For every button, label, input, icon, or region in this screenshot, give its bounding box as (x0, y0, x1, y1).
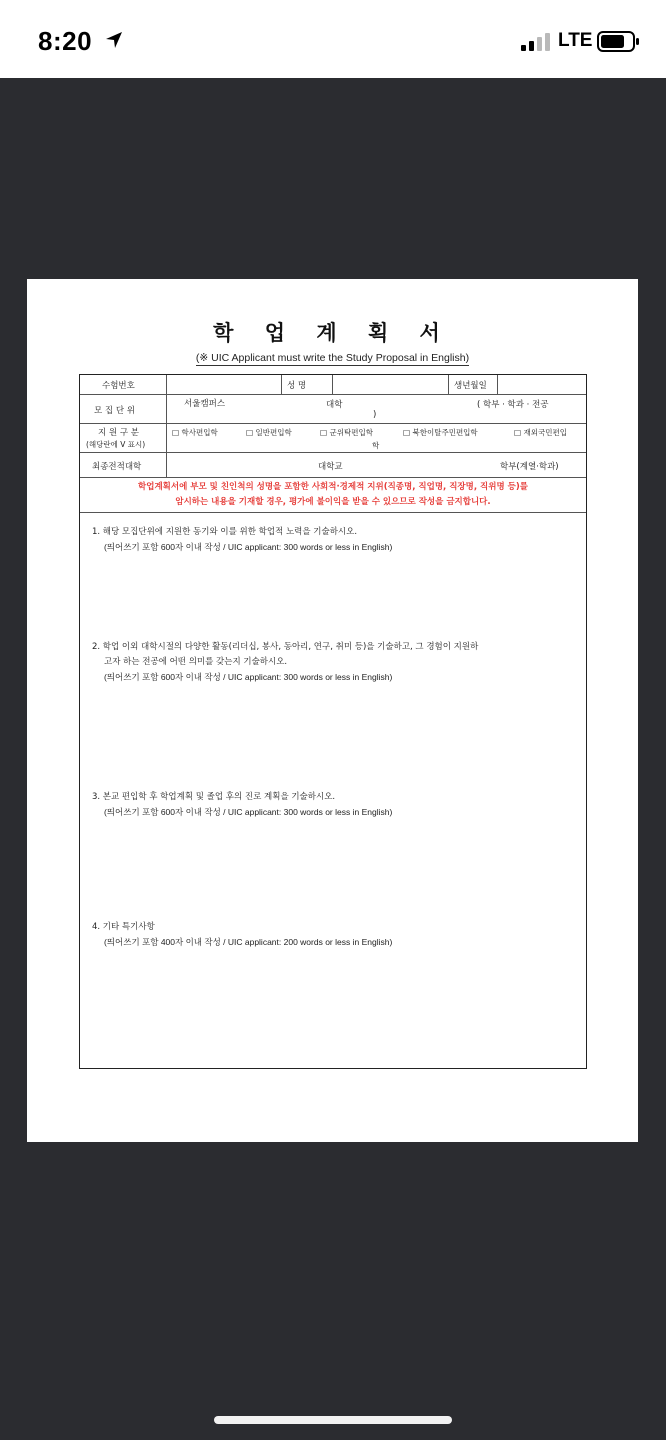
option-overseas-transfer[interactable]: □ 재외국민편입 (514, 428, 567, 437)
document-title: 학 업 계 획 서 (213, 321, 452, 345)
study-plan-form (79, 374, 587, 1069)
warning-line-2: 암시하는 내용을 기재할 경우, 평가에 불이익을 받을 수 있으므로 작성을 금지합니다. (175, 497, 491, 507)
network-type: LTE (558, 30, 593, 51)
college-text: 대학 (326, 400, 343, 410)
answer-3-area[interactable] (90, 823, 576, 903)
unit-close-paren: ) (373, 410, 377, 420)
application-type-note: (해당란에 V 표시) (86, 440, 146, 449)
question-3-text: 3. 본교 편입학 후 학업계획 및 졸업 후의 진로 계획을 기술하시오. (92, 792, 336, 802)
answer-1-area[interactable] (90, 559, 576, 639)
exam-number-field[interactable] (168, 376, 280, 393)
question-3 (92, 790, 392, 820)
label-column-divider (166, 375, 167, 477)
campus-text: 서울캠퍼스 (184, 399, 226, 409)
university-text: 대학교 (318, 462, 343, 472)
column-divider (497, 375, 498, 394)
row-divider (80, 512, 586, 513)
birth-date-field[interactable] (499, 376, 585, 393)
exam-number-label: 수험번호 (102, 381, 135, 391)
question-2 (92, 640, 478, 685)
column-divider (281, 375, 282, 394)
application-type-label: 지 원 구 분 (98, 428, 139, 438)
department-text: 학부(계열·학과) (500, 462, 559, 472)
document-subtitle-text: (※ UIC Applicant must write the Study Proposal in English) (195, 352, 470, 364)
column-divider (332, 375, 333, 394)
question-2-note: (띄어쓰기 포함 600자 이내 작성 / UIC applicant: 300 words or less in English) (104, 672, 393, 682)
row-divider (80, 452, 586, 453)
option-bachelor-transfer[interactable]: □ 학사편입학 (172, 428, 218, 437)
option-wrap-text: 학 (372, 441, 380, 450)
document-page[interactable] (27, 279, 638, 1142)
question-2-text: 2. 학업 이외 대학시절의 다양한 활동(리더십, 봉사, 동아리, 연구, 취미 등)을 기술하고, 그 경험이 지원하 (92, 642, 479, 652)
row-divider (80, 477, 586, 478)
document-subtitle (27, 352, 638, 364)
status-time: 8:20 (38, 26, 93, 56)
question-1 (92, 525, 392, 555)
option-defector-transfer[interactable]: □ 북한이탈주민편입학 (403, 428, 478, 437)
unit-types-text: ( 학부 · 학과 · 전공 (477, 400, 549, 410)
name-field[interactable] (334, 376, 446, 393)
previous-university-label: 최종전적대학 (92, 462, 142, 472)
recruitment-unit-label: 모 집 단 위 (94, 406, 135, 416)
option-general-transfer[interactable]: □ 일반편입학 (246, 428, 292, 437)
question-1-text: 1. 해당 모집단위에 지원한 동기와 이를 위한 학업적 노력을 기술하시오. (92, 527, 358, 537)
home-indicator[interactable] (214, 1416, 452, 1424)
question-2-text-cont: 고자 하는 전공에 어떤 의미를 갖는지 기술하시오. (104, 657, 288, 667)
status-bar (0, 0, 666, 78)
question-4 (92, 920, 392, 950)
question-1-note: (띄어쓰기 포함 600자 이내 작성 / UIC applicant: 300 words or less in English) (104, 542, 393, 552)
column-divider (448, 375, 449, 394)
option-military-transfer[interactable]: □ 군위탁편입학 (320, 428, 373, 437)
location-arrow-icon (104, 30, 124, 50)
question-3-note: (띄어쓰기 포함 600자 이내 작성 / UIC applicant: 300 words or less in English) (104, 807, 393, 817)
question-4-text: 4. 기타 특기사항 (92, 922, 155, 932)
battery-icon (597, 31, 641, 53)
answer-2-area[interactable] (90, 689, 576, 769)
name-label: 성 명 (287, 381, 307, 391)
question-4-note: (띄어쓰기 포함 400자 이내 작성 / UIC applicant: 200 words or less in English) (104, 937, 393, 947)
birth-date-label: 생년월일 (454, 381, 487, 391)
signal-bars-icon (521, 33, 553, 51)
warning-line-1: 학업계획서에 부모 및 친인척의 성명을 포함한 사회적·경제적 지위(직종명, 직업명, 직장명, 직위명 등)를 (138, 482, 528, 492)
row-divider (80, 423, 586, 424)
row-divider (80, 394, 586, 395)
answer-4-area[interactable] (90, 955, 576, 1055)
